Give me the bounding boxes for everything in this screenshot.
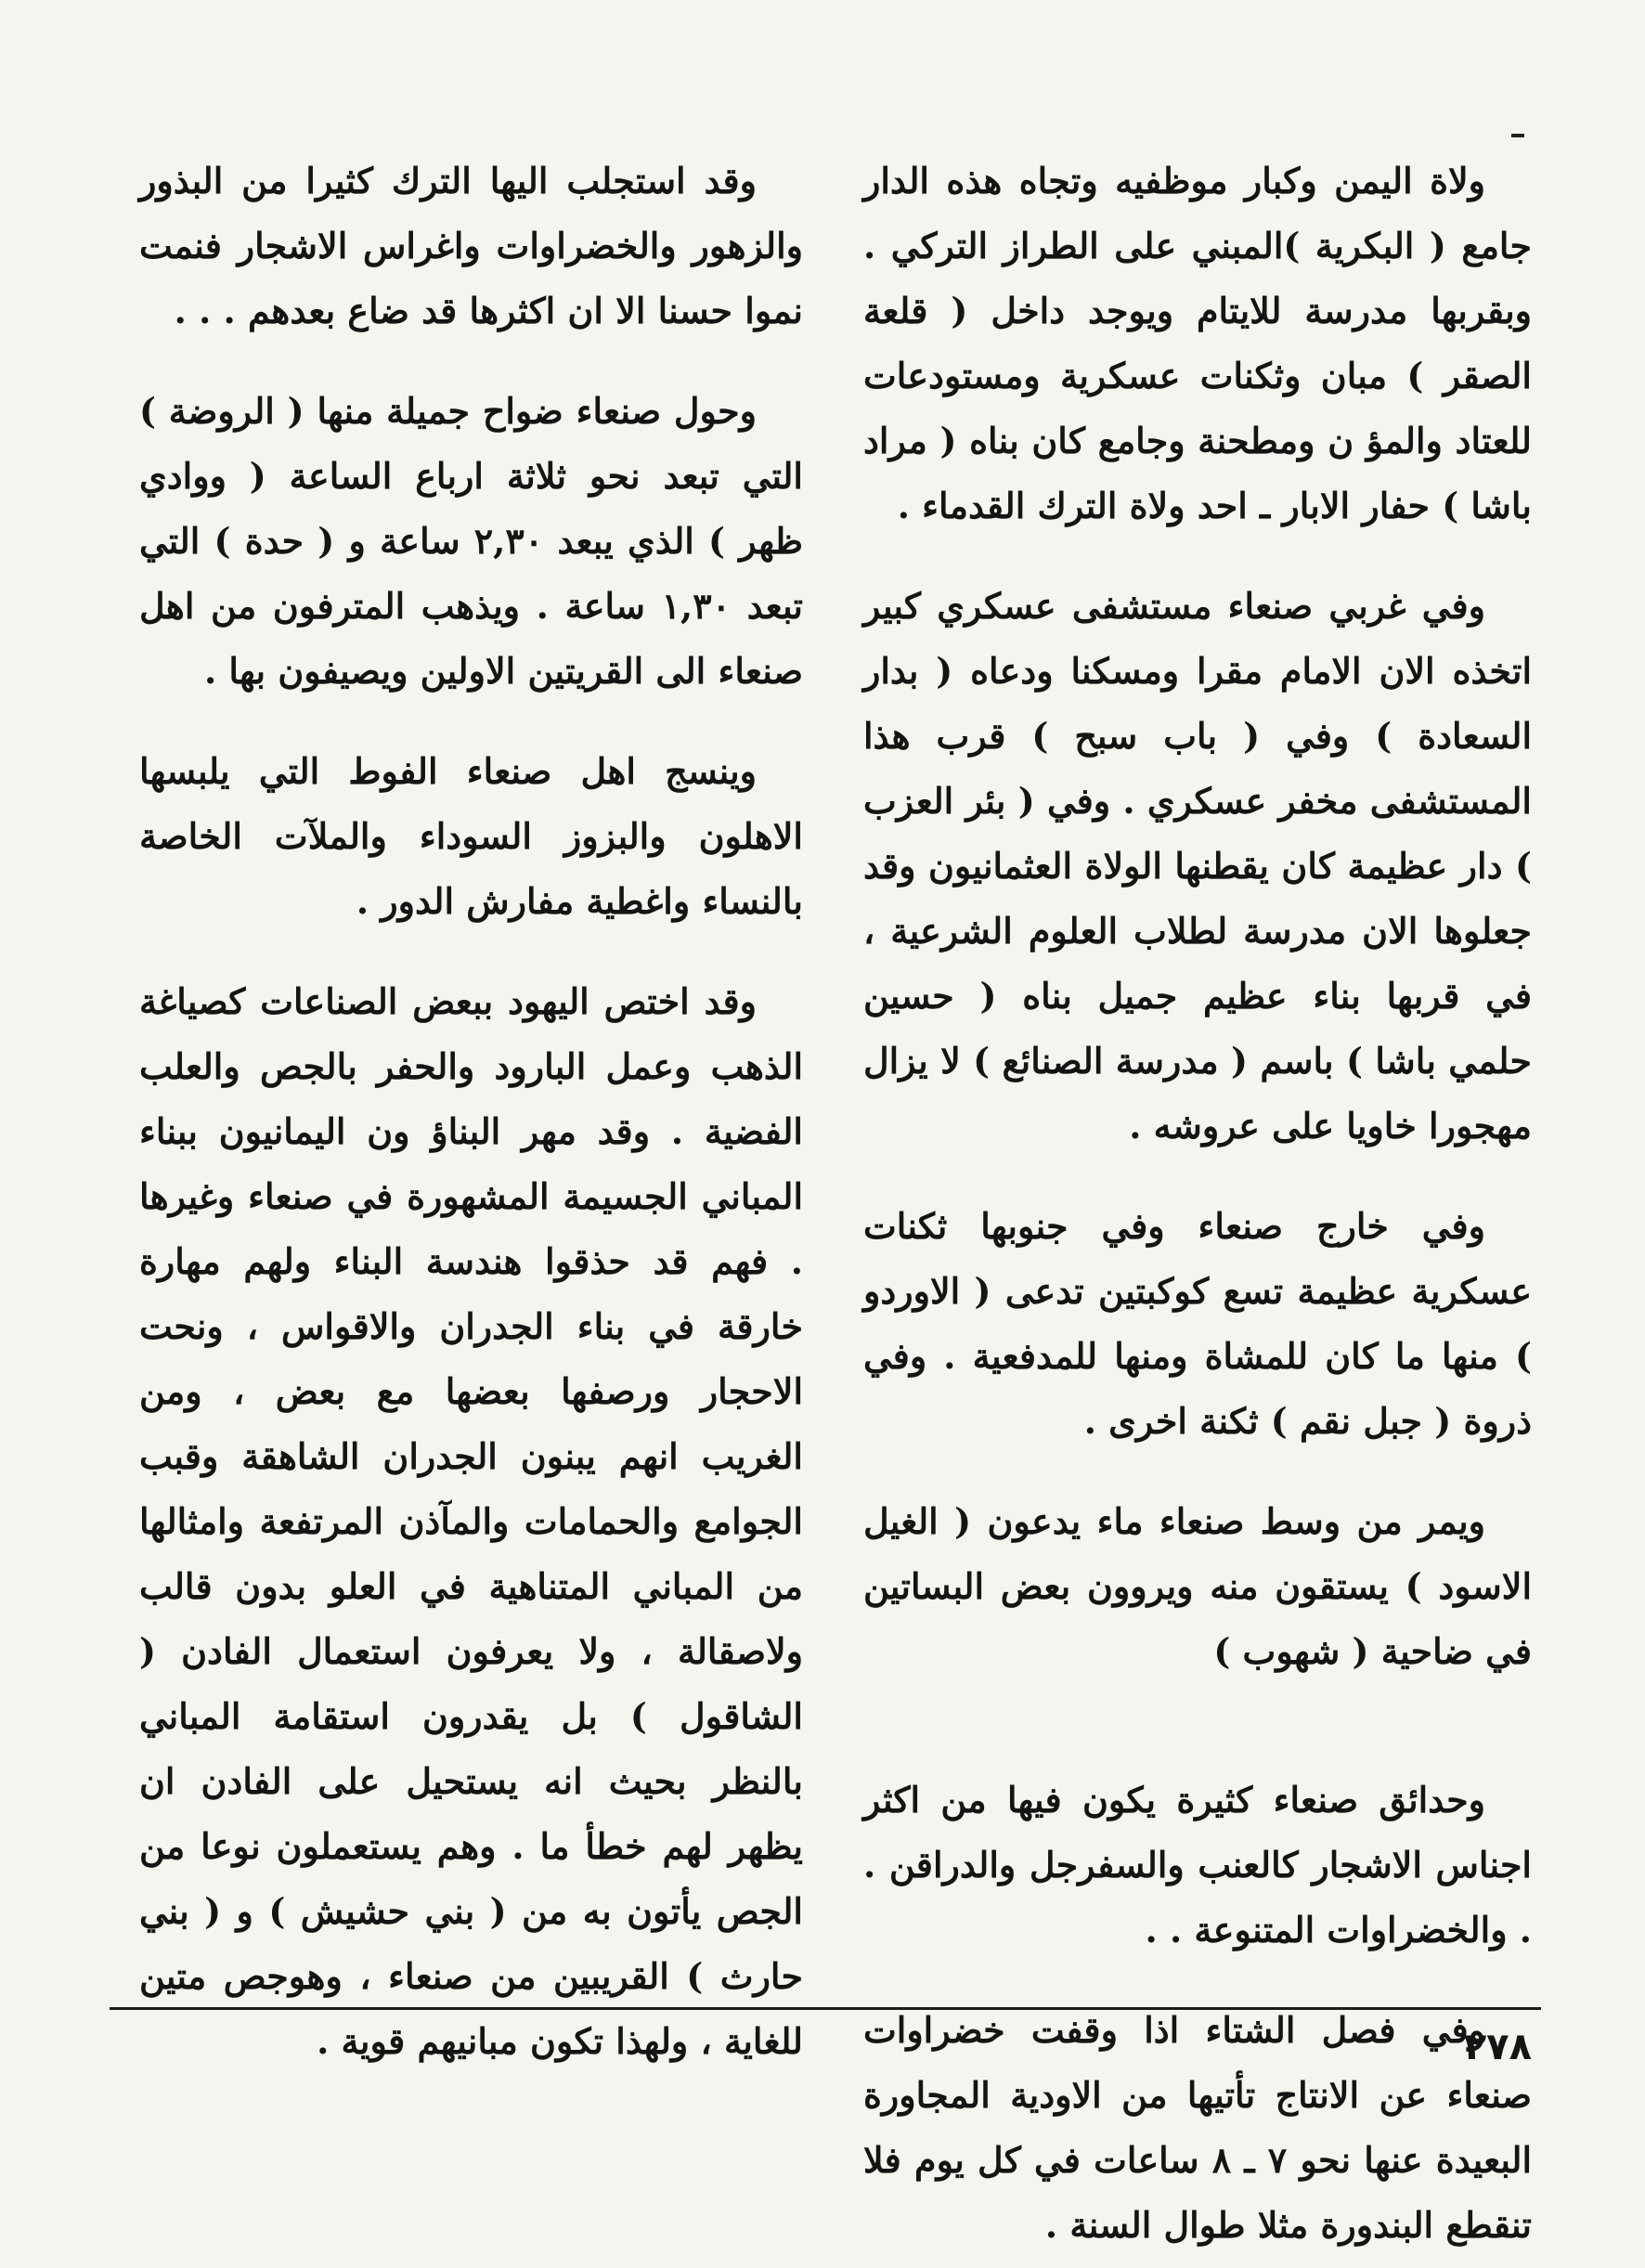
paragraph-right-2: وفي غربي صنعاء مستشفى عسكري كبير اتخذه الان الامام مقرا ومسكنا ودعاه ( بدار السعادة ) وفي ( باب سبح ) قرب هذا المستشفى مخفر عسكري . وفي ( بئر العزب ) دار عظيمة كان يقطنها الولاة العثمانيون وقد جعلوها الان مدرسة لطلاب العلوم الشرعية ، في قربها بناء عظيم جميل بناه ( حسين حلمي باشا ) باسم ( مدرسة الصنائع ) لا يزال مهجورا خاويا على عروشه . xyxy=(863,585,1532,1147)
paragraph-left-4: وقد اختص اليهود ببعض الصناعات كصياغة الذهب وعمل البارود والحفر بالجص والعلب الفضية . وقد مهر البناؤ ون اليمانيون ببناء المباني الجسيمة المشهورة في صنعاء وغيرها . فهم قد حذقوا هندسة البناء ولهم مهارة خارقة في بناء الجدران والاقواس ، ونحت الاحجار ورصفها بعضها مع بعض ، ومن الغريب انهم يبنون الجدران الشاهقة وقبب الجوامع والحمامات والمآذن المرتفعة وامثالها من المباني المتناهية في العلو بدون قالب ولاصقالة ، ولا يعرفون استعمال الفادن ( الشاقول ) بل يقدرون استقامة المباني بالنظر بحيث انه يستحيل على الفادن ان يظهر لهم خطأ ما . وهم يستعملون نوعا من الجص يأتون به من ( بني حشيش ) و ( بني حارث ) القريبين من صنعاء ، وهوجص متين للغاية ، ولهذا تكون مبانيهم قوية . xyxy=(139,980,803,2062)
paragraph-left-3: وينسج اهل صنعاء الفوط التي يلبسها الاهلون والبزوز السوداء والملآت الخاصة بالنساء واغطية مفارش الدور . xyxy=(139,750,803,922)
paragraph-right-3: وفي خارج صنعاء وفي جنوبها ثكنات عسكرية عظيمة تسع كوكبتين تدعى ( الاوردو ) منها ما كان للمشاة ومنها للمدفعية . وفي ذروة ( جبل نقم ) ثكنة اخرى . xyxy=(863,1205,1532,1442)
left-text-column xyxy=(139,149,803,2074)
paragraph-right-1: ولاة اليمن وكبار موظفيه وتجاه هذه الدار جامع ( البكرية )المبني على الطراز التركي . وبقربها مدرسة للايتام ويوجد داخل ( قلعة الصقر ) مبان وثكنات عسكرية ومستودعات للعتاد والمؤ ن ومطحنة وجامع كان بناه ( مراد باشا ) حفار الابار ـ احد ولاة الترك القدماء . xyxy=(863,160,1532,526)
paragraph-right-5: وحدائق صنعاء كثيرة يكون فيها من اكثر اجناس الاشجار كالعنب والسفرجل والدراقن . . والخضراوات المتنوعة . . xyxy=(863,1779,1532,1950)
paragraph-right-4: ويمر من وسط صنعاء ماء يدعون ( الغيل الاسود ) يستقون منه ويروون بعض البساتين في ضاحية ( شهوب ) xyxy=(863,1500,1532,1672)
paragraph-right-6: وفي فصل الشتاء اذا وقفت خضراوات صنعاء عن الانتاج تأتيها من الاودية المجاورة البعيدة عنها نحو ٧ ـ ٨ ساعات في كل يوم فلا تنقطع البندورة مثلا طوال السنة . xyxy=(863,2009,1533,2246)
paragraph-left-2: وحول صنعاء ضواح جميلة منها ( الروضة ) التي تبعد نحو ثلاثة ارباع الساعة ( ووادي ظهر ) الذي يبعد ٢,٣٠ ساعة و ( حدة ) التي تبعد ١,٣٠ ساعة . ويذهب المترفون من اهل صنعاء الى القريتين الاولين ويصيفون بها . xyxy=(139,390,803,692)
page-number: ٢٧٨ xyxy=(1463,2026,1532,2068)
scan-speck xyxy=(1511,134,1524,137)
right-text-column xyxy=(863,149,1532,2258)
footer-rule xyxy=(110,2007,1541,2010)
paragraph-left-1: وقد استجلب اليها الترك كثيرا من البذور والزهور والخضراوات واغراس الاشجار فنمت نموا حسنا الا ان اكثرها قد ضاع بعدهم . . . xyxy=(139,160,803,331)
